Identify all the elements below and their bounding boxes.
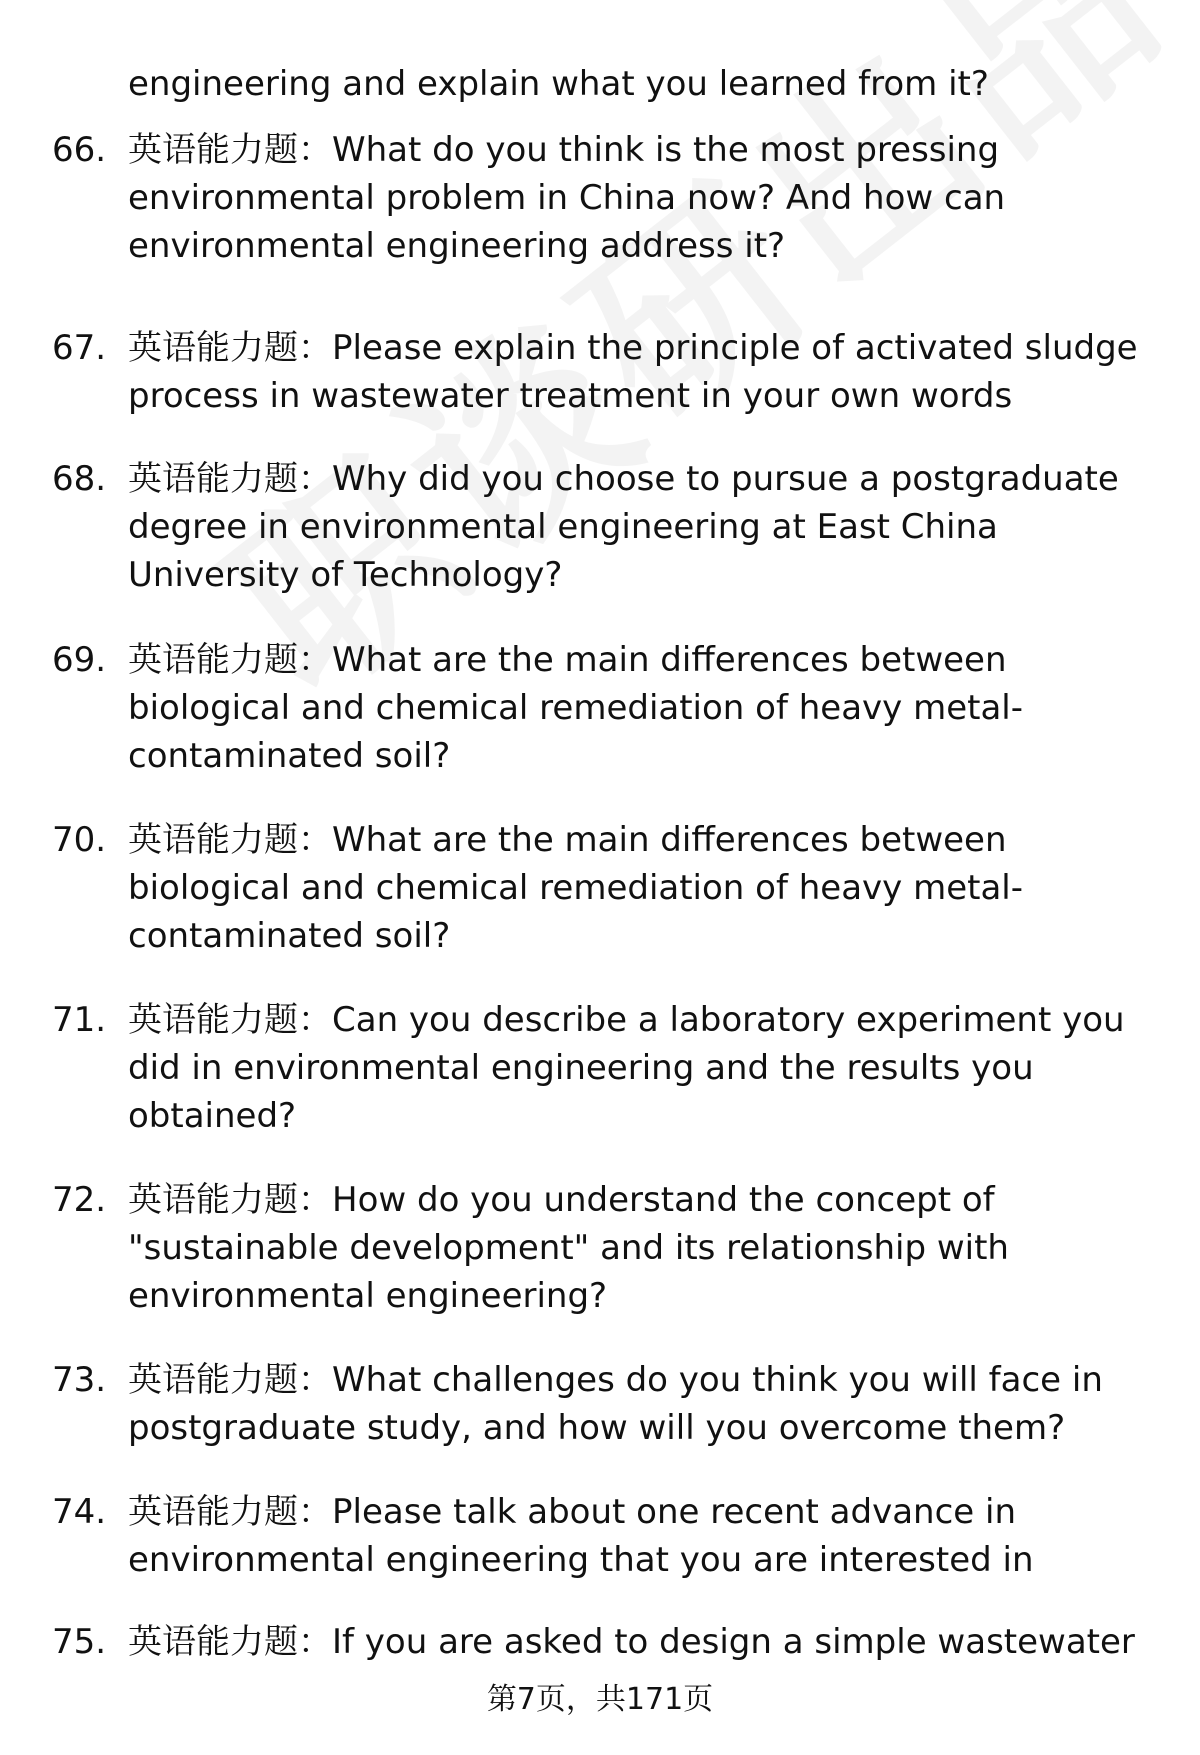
question-line: postgraduate study, and how will you overcome them?: [128, 1408, 1066, 1448]
question-line: degree in environmental engineering at East China: [128, 507, 998, 547]
question-line: biological and chemical remediation of heavy metal-: [128, 868, 1024, 908]
question-line: contaminated soil?: [128, 916, 451, 956]
question-line: process in wastewater treatment in your own words: [128, 376, 1013, 416]
question-prefix: 英语能力题：: [128, 328, 332, 368]
question-number: 74.: [52, 1492, 107, 1532]
question-line: obtained?: [128, 1096, 297, 1136]
question-69: [52, 636, 1162, 780]
question-line: If you are asked to design a simple wastewater: [332, 1622, 1135, 1662]
question-prefix: 英语能力题：: [128, 459, 332, 499]
question-line: Please talk about one recent advance in: [332, 1492, 1017, 1532]
question-73: [52, 1356, 1162, 1452]
question-line: biological and chemical remediation of heavy metal-: [128, 688, 1024, 728]
question-line: did in environmental engineering and the results you: [128, 1048, 1034, 1088]
question-line: Why did you choose to pursue a postgraduate: [332, 459, 1119, 499]
question-line: contaminated soil?: [128, 736, 451, 776]
question-number: 75.: [52, 1622, 107, 1662]
question-number: 69.: [52, 640, 107, 680]
question-prefix: 英语能力题：: [128, 640, 332, 680]
question-line: environmental engineering address it?: [128, 226, 786, 266]
question-number: 66.: [52, 130, 107, 170]
question-75: [52, 1618, 1162, 1666]
question-72: [52, 1176, 1162, 1320]
question-68: [52, 455, 1162, 599]
question-number: 68.: [52, 459, 107, 499]
question-70: [52, 816, 1162, 960]
question-line: "sustainable development" and its relationship with: [128, 1228, 1009, 1268]
question-74: [52, 1488, 1162, 1584]
question-prefix: 英语能力题：: [128, 1180, 332, 1220]
question-prefix: 英语能力题：: [128, 130, 332, 170]
question-line: How do you understand the concept of: [332, 1180, 995, 1220]
question-number: 70.: [52, 820, 107, 860]
question-number: 67.: [52, 328, 107, 368]
question-number: 71.: [52, 1000, 107, 1040]
question-71: [52, 996, 1162, 1140]
page-footer: 第7页，共171页: [486, 1682, 714, 1717]
question-66: [52, 126, 1162, 270]
question-prefix: 英语能力题：: [128, 820, 332, 860]
question-prefix: 英语能力题：: [128, 1622, 332, 1662]
question-number: 73.: [52, 1360, 107, 1400]
continuation-text: engineering and explain what you learned from it?: [128, 64, 989, 104]
question-line: What are the main differences between: [332, 820, 1007, 860]
question-line: Can you describe a laboratory experiment you: [332, 1000, 1125, 1040]
question-line: environmental engineering that you are interested in: [128, 1540, 1034, 1580]
question-prefix: 英语能力题：: [128, 1000, 332, 1040]
question-line: environmental problem in China now? And how can: [128, 178, 1006, 218]
question-line: What do you think is the most pressing: [332, 130, 1000, 170]
question-number: 72.: [52, 1180, 107, 1220]
question-line: What challenges do you think you will face in: [332, 1360, 1103, 1400]
question-prefix: 英语能力题：: [128, 1492, 332, 1532]
question-67: [52, 324, 1162, 420]
question-line: environmental engineering?: [128, 1276, 608, 1316]
question-line: Please explain the principle of activated sludge: [332, 328, 1138, 368]
question-line: University of Technology?: [128, 555, 563, 595]
question-prefix: 英语能力题：: [128, 1360, 332, 1400]
question-line: What are the main differences between: [332, 640, 1007, 680]
